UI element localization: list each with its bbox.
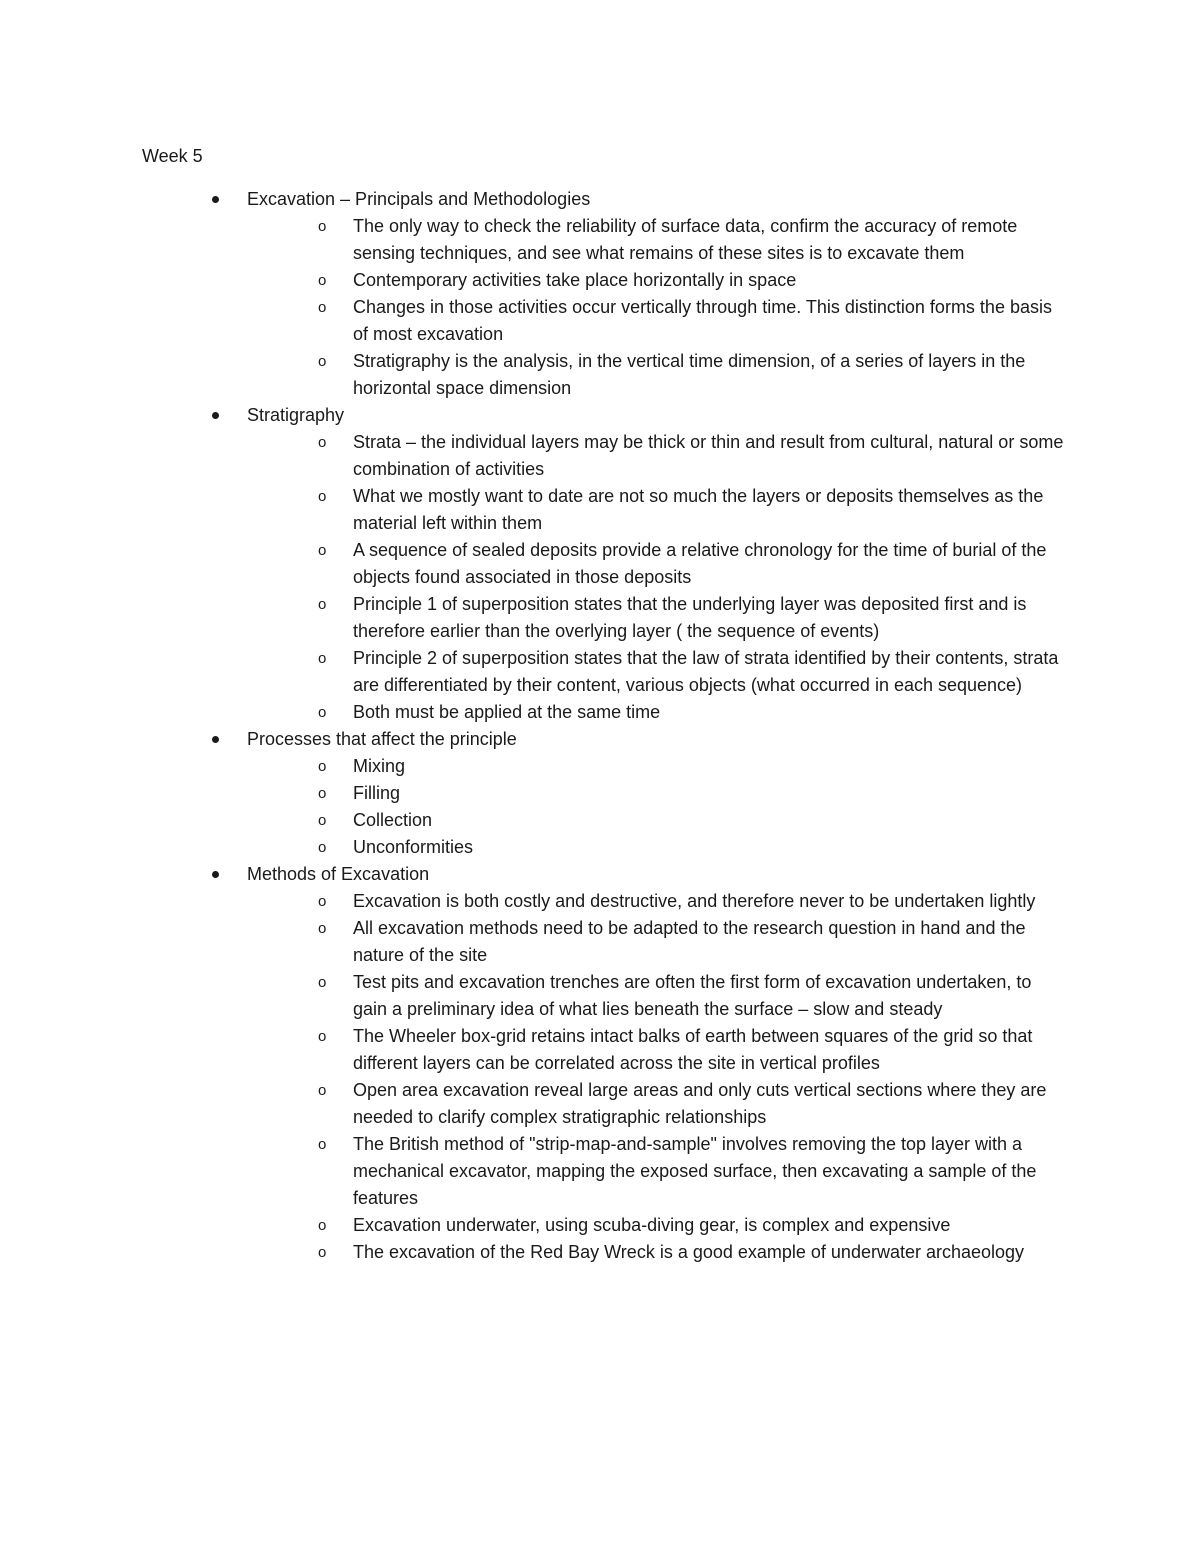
bullet-disc-icon xyxy=(212,736,219,743)
sub-point-text: The only way to check the reliability of surface data, confirm the accuracy of remote sensing techniques, and see what remains of these sites is to excavate them xyxy=(353,216,1018,263)
page-title: Week 5 xyxy=(142,146,203,166)
bullet-circle-icon: o xyxy=(318,839,327,856)
topic-heading: Methods of Excavation xyxy=(247,864,430,884)
sub-point-text: Open area excavation reveal large areas and only cuts vertical sections where they are needed to clarify complex stratigraphic relationships xyxy=(353,1080,1047,1127)
sub-point xyxy=(0,780,1200,807)
sub-point xyxy=(0,429,1200,483)
bullet-circle-icon: o xyxy=(318,893,327,910)
sub-point xyxy=(0,213,1200,267)
bullet-disc-icon xyxy=(212,412,219,419)
sub-point xyxy=(0,537,1200,591)
bullet-circle-icon: o xyxy=(318,596,327,613)
sub-point-text: A sequence of sealed deposits provide a relative chronology for the time of burial of the objects found associated in those deposits xyxy=(353,540,1047,587)
sub-point xyxy=(0,1077,1200,1131)
sub-point xyxy=(0,699,1200,726)
bullet-circle-icon: o xyxy=(318,1136,327,1153)
topic-heading: Processes that affect the principle xyxy=(247,729,517,749)
sub-point xyxy=(0,915,1200,969)
outline-topic xyxy=(0,402,1200,726)
sub-point-text: Unconformities xyxy=(353,837,474,857)
outline-topic xyxy=(0,726,1200,861)
bullet-circle-icon: o xyxy=(318,542,327,559)
sub-point xyxy=(0,483,1200,537)
bullet-circle-icon: o xyxy=(318,353,327,370)
sub-point xyxy=(0,294,1200,348)
sub-point xyxy=(0,1212,1200,1239)
bullet-circle-icon: o xyxy=(318,218,327,235)
bullet-circle-icon: o xyxy=(318,812,327,829)
sub-point-text: Principle 2 of superposition states that the law of strata identified by their contents, strata are differentiated by their content, various objects (what occurred in each sequence) xyxy=(353,648,1059,695)
sub-point xyxy=(0,591,1200,645)
notes-outline xyxy=(0,186,1200,1266)
bullet-circle-icon: o xyxy=(318,434,327,451)
sub-point xyxy=(0,645,1200,699)
bullet-circle-icon: o xyxy=(318,785,327,802)
sub-point-text: Stratigraphy is the analysis, in the vertical time dimension, of a series of layers in the horizontal space dimension xyxy=(353,351,1026,398)
sub-point-list xyxy=(0,429,1200,726)
topic-heading: Excavation – Principals and Methodologies xyxy=(247,189,591,209)
sub-point xyxy=(0,753,1200,780)
sub-point-list xyxy=(0,753,1200,861)
bullet-circle-icon: o xyxy=(318,920,327,937)
sub-point-text: Filling xyxy=(353,783,401,803)
sub-point-text: Changes in those activities occur vertically through time. This distinction forms the basis of most excavation xyxy=(353,297,1052,344)
sub-point xyxy=(0,888,1200,915)
sub-point-text: All excavation methods need to be adapted to the research question in hand and the nature of the site xyxy=(353,918,1026,965)
sub-point xyxy=(0,834,1200,861)
sub-point-text: Excavation is both costly and destructive, and therefore never to be undertaken lightly xyxy=(353,891,1036,911)
sub-point-text: Contemporary activities take place horizontally in space xyxy=(353,270,797,290)
sub-point-text: Both must be applied at the same time xyxy=(353,702,661,722)
bullet-circle-icon: o xyxy=(318,650,327,667)
sub-point xyxy=(0,348,1200,402)
bullet-disc-icon xyxy=(212,871,219,878)
sub-point xyxy=(0,267,1200,294)
sub-point xyxy=(0,1023,1200,1077)
sub-point-text: Test pits and excavation trenches are often the first form of excavation undertaken, to gain a preliminary idea of what lies beneath the surface – slow and steady xyxy=(353,972,1032,1019)
sub-point xyxy=(0,807,1200,834)
bullet-circle-icon: o xyxy=(318,1082,327,1099)
bullet-circle-icon: o xyxy=(318,1217,327,1234)
sub-point-text: Mixing xyxy=(353,756,406,776)
bullet-circle-icon: o xyxy=(318,1244,327,1261)
outline-topic xyxy=(0,861,1200,1266)
sub-point xyxy=(0,1239,1200,1266)
sub-point-text: Principle 1 of superposition states that the underlying layer was deposited first and is therefore earlier than the overlying layer ( the sequence of events) xyxy=(353,594,1027,641)
sub-point-text: Strata – the individual layers may be thick or thin and result from cultural, natural or some combination of activities xyxy=(353,432,1064,479)
bullet-circle-icon: o xyxy=(318,272,327,289)
bullet-circle-icon: o xyxy=(318,758,327,775)
sub-point-list xyxy=(0,888,1200,1266)
outline-topic xyxy=(0,186,1200,402)
bullet-circle-icon: o xyxy=(318,1028,327,1045)
bullet-disc-icon xyxy=(212,196,219,203)
bullet-circle-icon: o xyxy=(318,299,327,316)
sub-point-text: The Wheeler box-grid retains intact balks of earth between squares of the grid so that different layers can be correlated across the site in vertical profiles xyxy=(353,1026,1033,1073)
bullet-circle-icon: o xyxy=(318,704,327,721)
bullet-circle-icon: o xyxy=(318,974,327,991)
sub-point-text: The excavation of the Red Bay Wreck is a good example of underwater archaeology xyxy=(353,1242,1025,1262)
sub-point xyxy=(0,1131,1200,1212)
sub-point xyxy=(0,969,1200,1023)
sub-point-text: The British method of "strip-map-and-sample" involves removing the top layer with a mechanical excavator, mapping the exposed surface, then excavating a sample of the features xyxy=(353,1134,1037,1208)
sub-point-list xyxy=(0,213,1200,402)
sub-point-text: Excavation underwater, using scuba-diving gear, is complex and expensive xyxy=(353,1215,951,1235)
bullet-circle-icon: o xyxy=(318,488,327,505)
sub-point-text: Collection xyxy=(353,810,433,830)
sub-point-text: What we mostly want to date are not so much the layers or deposits themselves as the material left within them xyxy=(353,486,1044,533)
topic-heading: Stratigraphy xyxy=(247,405,345,425)
